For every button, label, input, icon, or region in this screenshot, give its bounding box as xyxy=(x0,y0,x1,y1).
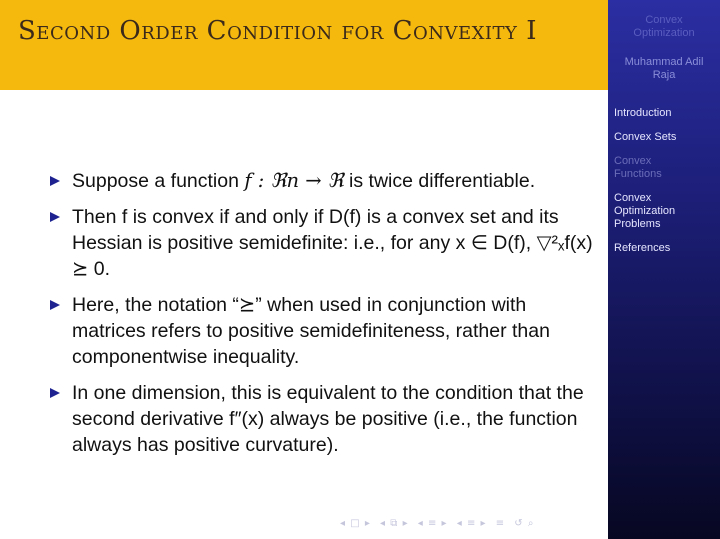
title-bar xyxy=(0,0,608,90)
sidebar-nav xyxy=(614,107,718,266)
sidebar-item-convex-sets[interactable]: Convex Sets xyxy=(614,131,677,143)
sidebar-author[interactable]: Muhammad Adil Raja xyxy=(624,56,704,81)
sidebar-header[interactable]: Convex Optimization xyxy=(633,14,695,39)
frame-next-icon[interactable]: ◂ ⧉ ▸ xyxy=(380,518,409,529)
frame-prev-icon[interactable]: ◂ □ ▸ xyxy=(340,518,371,529)
subsection-icon[interactable]: ≡ xyxy=(495,518,506,529)
triangle-bullet-icon xyxy=(50,388,60,398)
search-icon[interactable]: ↺ ⌕ xyxy=(514,518,535,529)
sidebar xyxy=(608,0,720,539)
bullet-item xyxy=(46,380,596,458)
section-prev-icon[interactable]: ◂ ≡ ▸ xyxy=(417,518,448,529)
sidebar-item-introduction[interactable]: Introduction xyxy=(614,107,672,119)
bullet-text: Then f is convex if and only if D(f) is a convex set and its Hessian is positive semidefinite: i.e., for any x ∈ D(f), ▽²ₓf(x) ⪰ 0. xyxy=(72,206,593,280)
bullet-text: In one dimension, this is equivalent to the condition that the second derivative f″(x) always be positive (i.e., the function always has positive curvature). xyxy=(72,382,584,456)
bullet-text-after: is twice differentiable. xyxy=(343,170,536,192)
sidebar-item-references[interactable]: References xyxy=(614,242,671,254)
bullet-item xyxy=(46,168,596,194)
beamer-navigation xyxy=(340,516,602,532)
slide-content xyxy=(46,168,596,468)
triangle-bullet-icon xyxy=(50,176,60,186)
slide-title: Second Order Condition for Convexity I xyxy=(18,16,537,46)
triangle-bullet-icon xyxy=(50,212,60,222)
bullet-item xyxy=(46,292,596,370)
bullet-text-before: Suppose a function xyxy=(72,170,245,192)
bullet-text: Here, the notation “⪰” when used in conjunction with matrices refers to positive semidefiniteness, rather than componentwise inequality. xyxy=(72,294,550,368)
sidebar-item-convex-optimization-problems[interactable]: Convex Optimization Problems xyxy=(614,192,676,230)
bullet-item xyxy=(46,204,596,282)
section-next-icon[interactable]: ◂ ≡ ▸ xyxy=(456,518,487,529)
bullet-math: f : ℜn → ℜ xyxy=(244,169,344,192)
triangle-bullet-icon xyxy=(50,300,60,310)
sidebar-item-convex-functions[interactable]: Convex Functions xyxy=(614,155,662,180)
